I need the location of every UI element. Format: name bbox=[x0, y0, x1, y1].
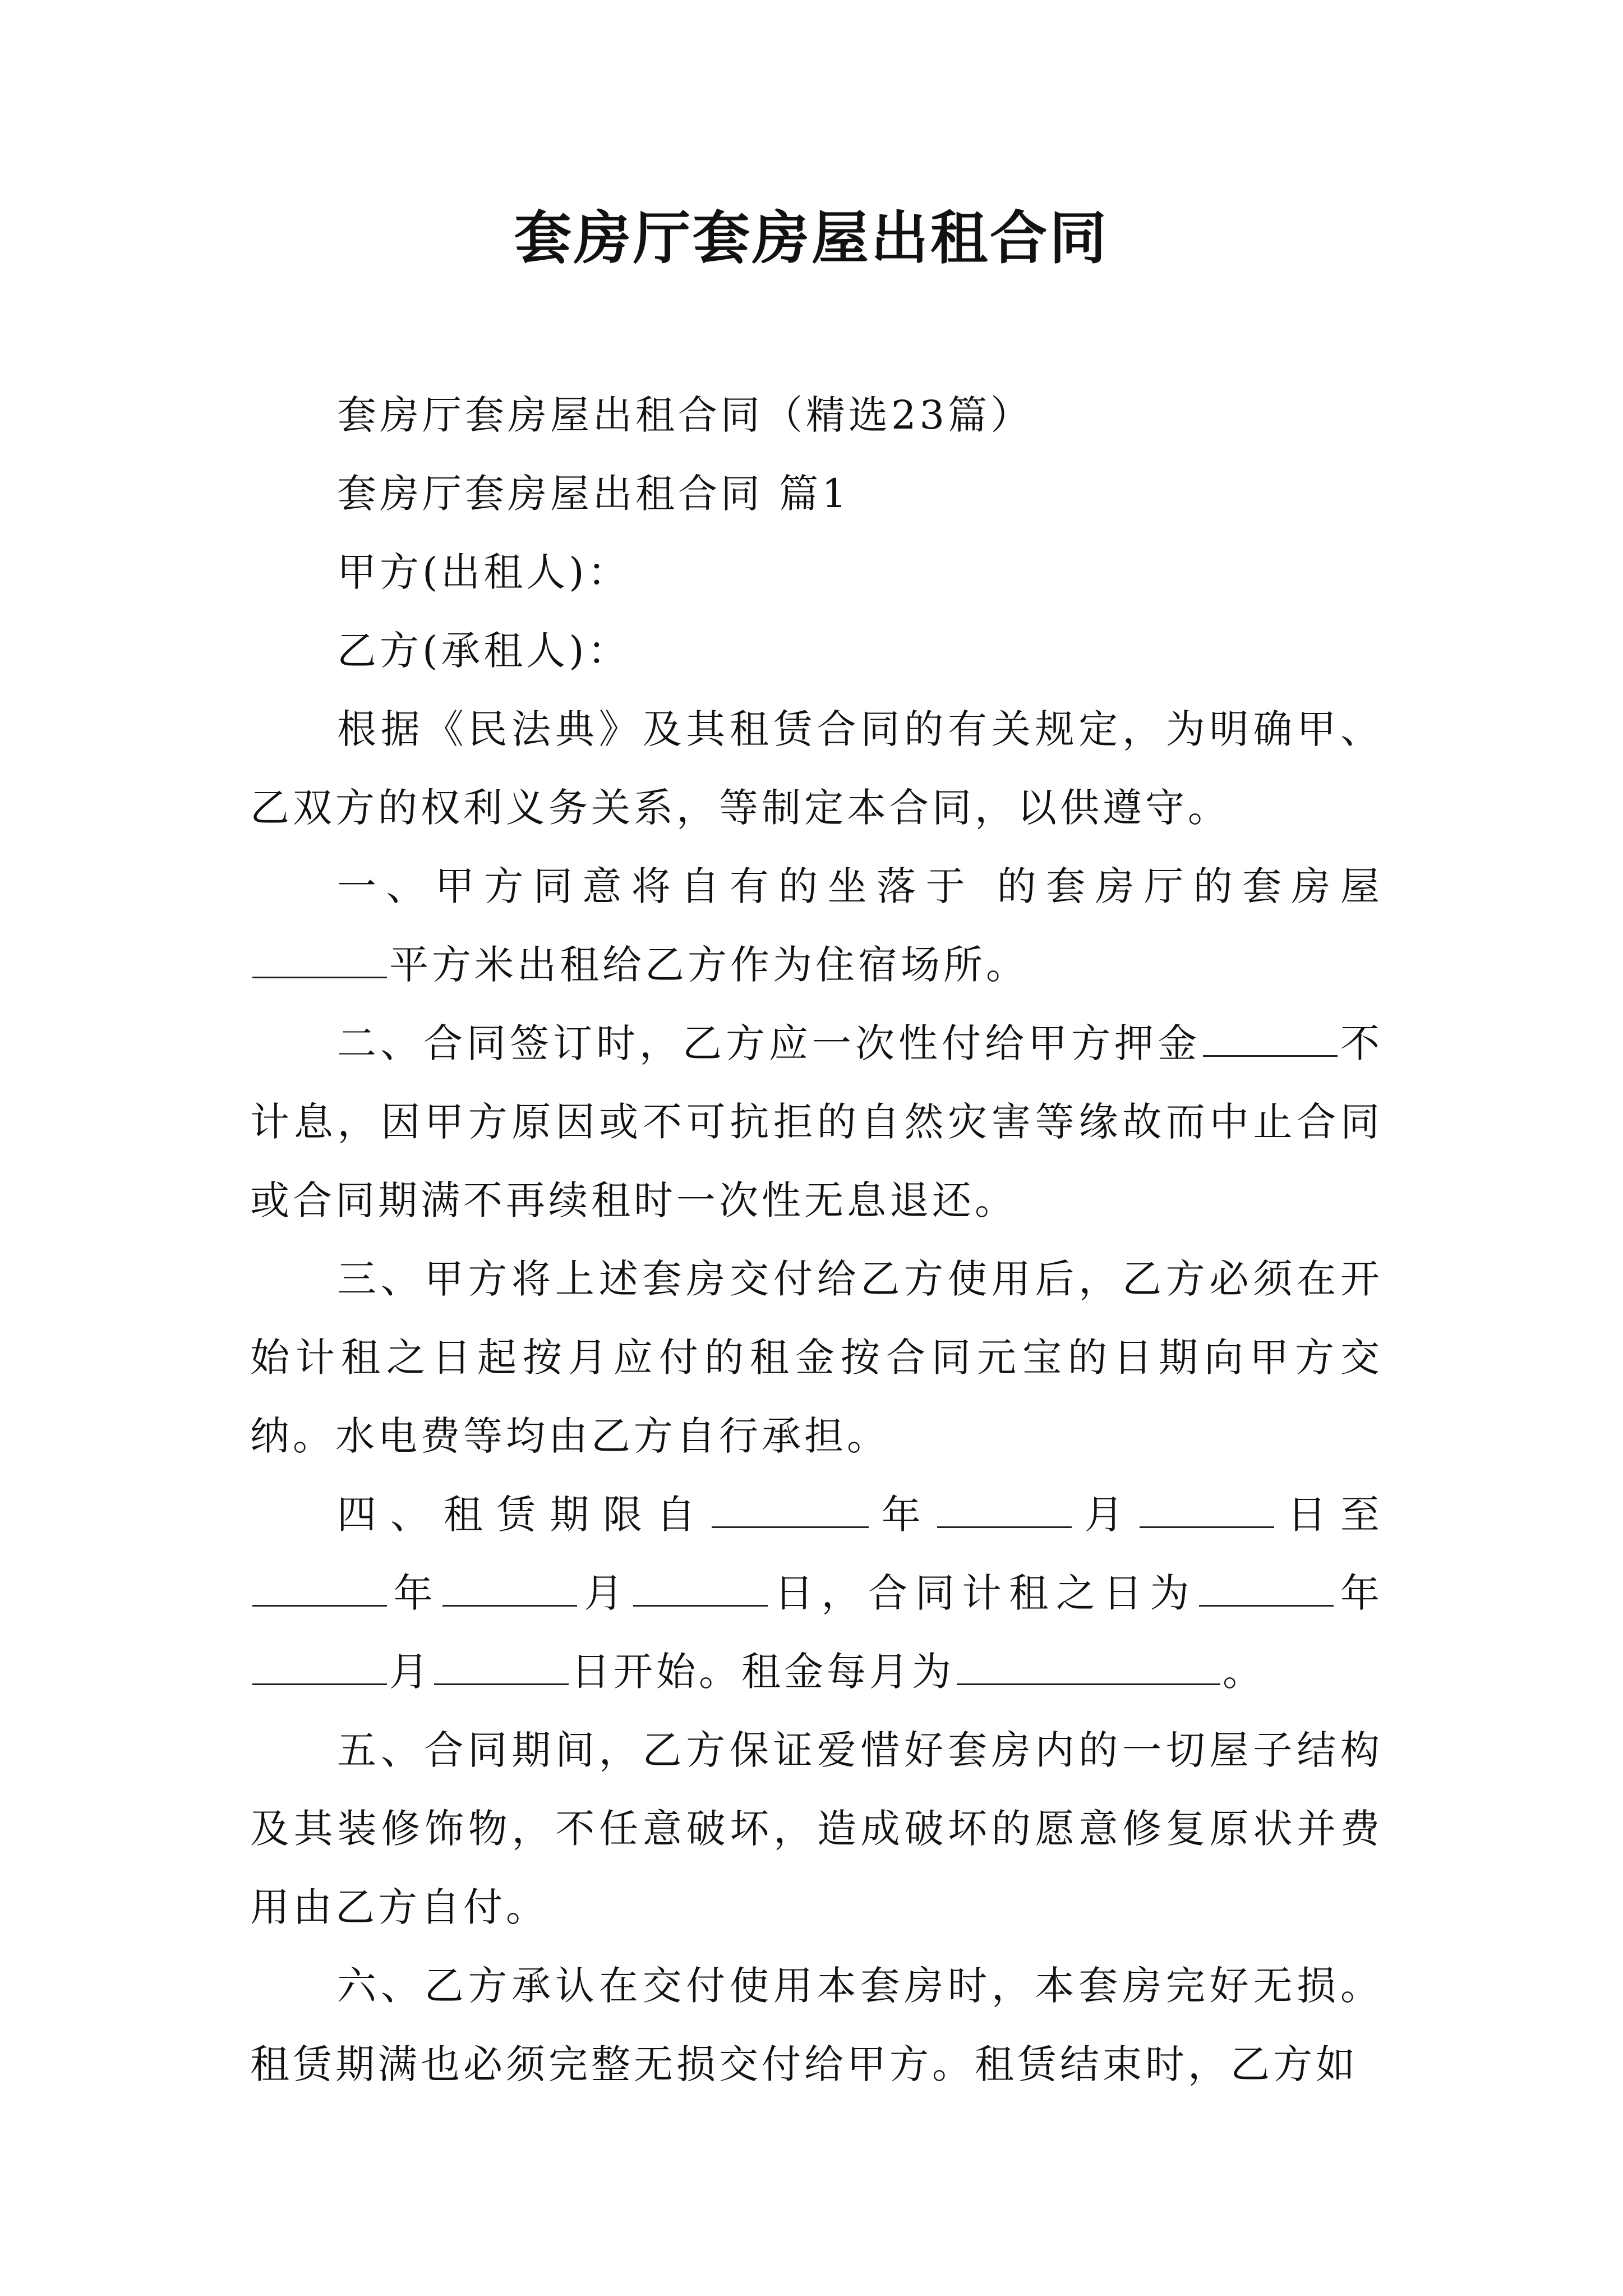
monthly-rent-blank bbox=[957, 1650, 1220, 1685]
clause-4-prefix: 四、租赁期限自 bbox=[337, 1492, 709, 1538]
clause-2-text-before: 二、合同签订时，乙方应一次性付给甲方押金 bbox=[337, 1020, 1201, 1066]
party-b-line: 乙方(承租人)： bbox=[337, 628, 630, 674]
intro-paragraph: 根据《民法典》及其租赁合同的有关规定，为明确甲、乙双方的权利义务关系，等制定本合同，以供遵守。 bbox=[250, 706, 1383, 831]
start-month-blank bbox=[937, 1493, 1072, 1528]
clause-5: 五、合同期间，乙方保证爱惜好套房内的一切屋子结构及其装修饰物，不任意破坏，造成破坏的愿意修复原状并费用由乙方自付。 bbox=[250, 1727, 1383, 1930]
rent-start-year-blank bbox=[1199, 1571, 1334, 1607]
end-day-blank bbox=[633, 1571, 768, 1607]
period-label: 。 bbox=[1223, 1649, 1265, 1695]
end-year-blank bbox=[252, 1571, 387, 1607]
year-label: 年 bbox=[389, 1570, 441, 1616]
clause-4 bbox=[250, 1475, 1383, 1711]
month-label: 月 bbox=[579, 1570, 631, 1616]
clause-1-text-after: 平方米出租给乙方作为住宿场所。 bbox=[389, 942, 1029, 988]
start-year-blank bbox=[712, 1493, 869, 1528]
rent-start-day-blank bbox=[434, 1650, 569, 1685]
subtitle: 套房厅套房屋出租合同（精选23篇） bbox=[337, 392, 1034, 438]
document-body bbox=[250, 376, 1383, 2104]
area-blank bbox=[252, 943, 387, 978]
year-label: 年 bbox=[1336, 1570, 1384, 1616]
clause-3: 三、甲方将上述套房交付给乙方使用后，乙方必须在开始计租之日起按月应付的租金按合同元宝的日期向甲方交纳。水电费等均由乙方自行承担。 bbox=[250, 1256, 1383, 1459]
end-month-blank bbox=[442, 1571, 577, 1607]
clause-6: 六、乙方承认在交付使用本套房时，本套房完好无损。租赁期满也必须完整无损交付给甲方。租赁结束时，乙方如 bbox=[250, 1963, 1383, 2087]
month-label: 月 bbox=[1073, 1492, 1138, 1538]
day-to-label: 日至 bbox=[1276, 1492, 1384, 1538]
section-heading: 套房厅套房屋出租合同 篇1 bbox=[337, 471, 850, 517]
start-day-blank bbox=[1140, 1493, 1274, 1528]
clause-1 bbox=[250, 847, 1383, 1004]
party-a-line: 甲方(出租人)： bbox=[337, 549, 630, 595]
deposit-blank bbox=[1203, 1022, 1338, 1057]
clause-2 bbox=[250, 1004, 1383, 1240]
year-label: 年 bbox=[870, 1492, 935, 1538]
month-label: 月 bbox=[389, 1649, 432, 1695]
start-label: 日开始。租金每月为 bbox=[571, 1649, 955, 1695]
rent-start-month-blank bbox=[252, 1650, 387, 1685]
clause-2-text-after: 不计息，因甲方原因或不可抗拒的自然灾害等缘故而中止合同或合同期满不再续租时一次性无息退还。 bbox=[250, 1020, 1383, 1223]
clause-1-text-before: 一、甲方同意将自有的坐落于 的套房厅的套房屋 bbox=[337, 863, 1383, 909]
day-comma-label: 日，合同计租之日为 bbox=[769, 1570, 1197, 1616]
document-title: 套房厅套房屋出租合同 bbox=[514, 205, 1109, 272]
